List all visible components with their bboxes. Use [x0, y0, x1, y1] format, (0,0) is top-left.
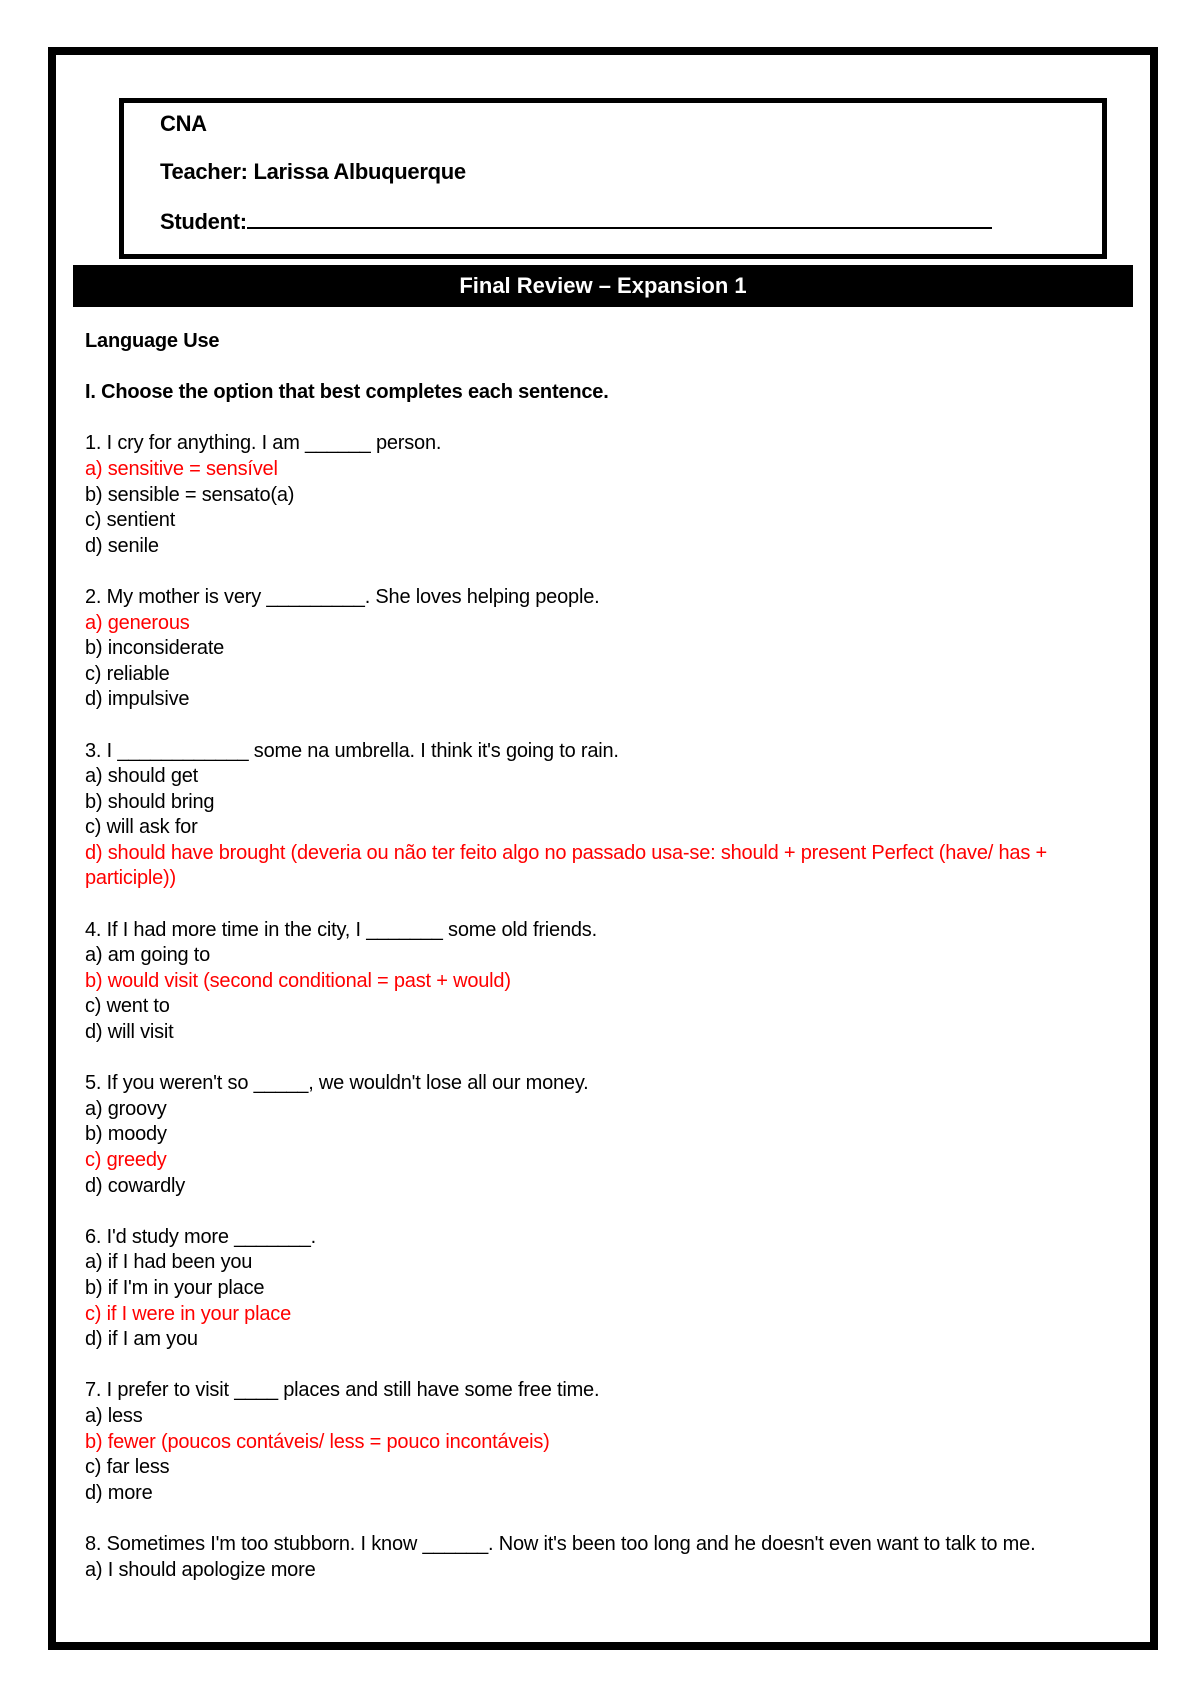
- answer-option: c) far less: [85, 1456, 170, 1479]
- question-list: [85, 431, 1135, 1583]
- answer-option: a) groovy: [85, 1097, 167, 1120]
- question-block: [85, 585, 1135, 713]
- answer-option: d) more: [85, 1481, 153, 1504]
- answer-option-correct: c) if I were in your place: [85, 1302, 291, 1325]
- answer-option: b) should bring: [85, 790, 215, 813]
- answer-option-correct: d) should have brought (deveria ou não ter feito algo no passado usa-se: should + present Perfect (have/ has + participle)): [85, 841, 1047, 890]
- student-field: [160, 207, 992, 235]
- school-name: CNA: [160, 111, 207, 136]
- answer-option: a) if I had been you: [85, 1251, 253, 1274]
- answer-option-correct: a) sensitive = sensível: [85, 457, 278, 480]
- question-text: 7. I prefer to visit ____ places and still have some free time.: [85, 1379, 600, 1402]
- answer-option: d) if I am you: [85, 1328, 198, 1351]
- question-text: 8. Sometimes I'm too stubborn. I know ______. Now it's been too long and he doesn't even want to talk to me.: [85, 1532, 1036, 1555]
- content: [85, 329, 1135, 1583]
- question-block: [85, 918, 1135, 1046]
- header-box: [119, 98, 1107, 259]
- answer-option: a) I should apologize more: [85, 1558, 316, 1581]
- answer-option: c) sentient: [85, 509, 176, 532]
- answer-option: c) will ask for: [85, 816, 198, 839]
- answer-option: b) inconsiderate: [85, 637, 225, 660]
- answer-option-correct: a) generous: [85, 611, 190, 634]
- instruction: I. Choose the option that best completes each sentence.: [85, 381, 609, 404]
- question-block: [85, 1225, 1135, 1353]
- answer-option: d) cowardly: [85, 1174, 186, 1197]
- answer-option: c) went to: [85, 995, 170, 1018]
- question-block: [85, 1071, 1135, 1199]
- question-block: [85, 431, 1135, 559]
- student-name-line: [247, 207, 992, 229]
- answer-option-correct: b) fewer (poucos contáveis/ less = pouco incontáveis): [85, 1430, 550, 1453]
- answer-option: b) moody: [85, 1123, 167, 1146]
- question-text: 4. If I had more time in the city, I _______ some old friends.: [85, 918, 597, 941]
- answer-option: a) less: [85, 1404, 143, 1427]
- question-text: 1. I cry for anything. I am ______ person.: [85, 432, 442, 455]
- answer-option: d) will visit: [85, 1021, 174, 1044]
- student-label: Student:: [160, 209, 247, 234]
- question-block: [85, 1378, 1135, 1506]
- answer-option: b) if I'm in your place: [85, 1276, 265, 1299]
- answer-option-correct: b) would visit (second conditional = past + would): [85, 969, 511, 992]
- question-text: 3. I ____________ some na umbrella. I think it's going to rain.: [85, 739, 619, 762]
- question-block: [85, 739, 1135, 893]
- question-text: 2. My mother is very _________. She loves helping people.: [85, 585, 600, 608]
- question-text: 6. I'd study more _______.: [85, 1225, 316, 1248]
- question-text: 5. If you weren't so _____, we wouldn't lose all our money.: [85, 1072, 589, 1095]
- answer-option: b) sensible = sensato(a): [85, 483, 295, 506]
- answer-option: d) senile: [85, 534, 159, 557]
- title-bar: Final Review – Expansion 1: [73, 265, 1133, 307]
- teacher-name: Teacher: Larissa Albuquerque: [160, 159, 466, 184]
- answer-option: a) should get: [85, 765, 199, 788]
- answer-option: a) am going to: [85, 944, 211, 967]
- answer-option: c) reliable: [85, 662, 170, 685]
- answer-option-correct: c) greedy: [85, 1149, 167, 1171]
- section-heading: Language Use: [85, 330, 220, 352]
- answer-option: d) impulsive: [85, 688, 190, 711]
- question-block: [85, 1532, 1135, 1583]
